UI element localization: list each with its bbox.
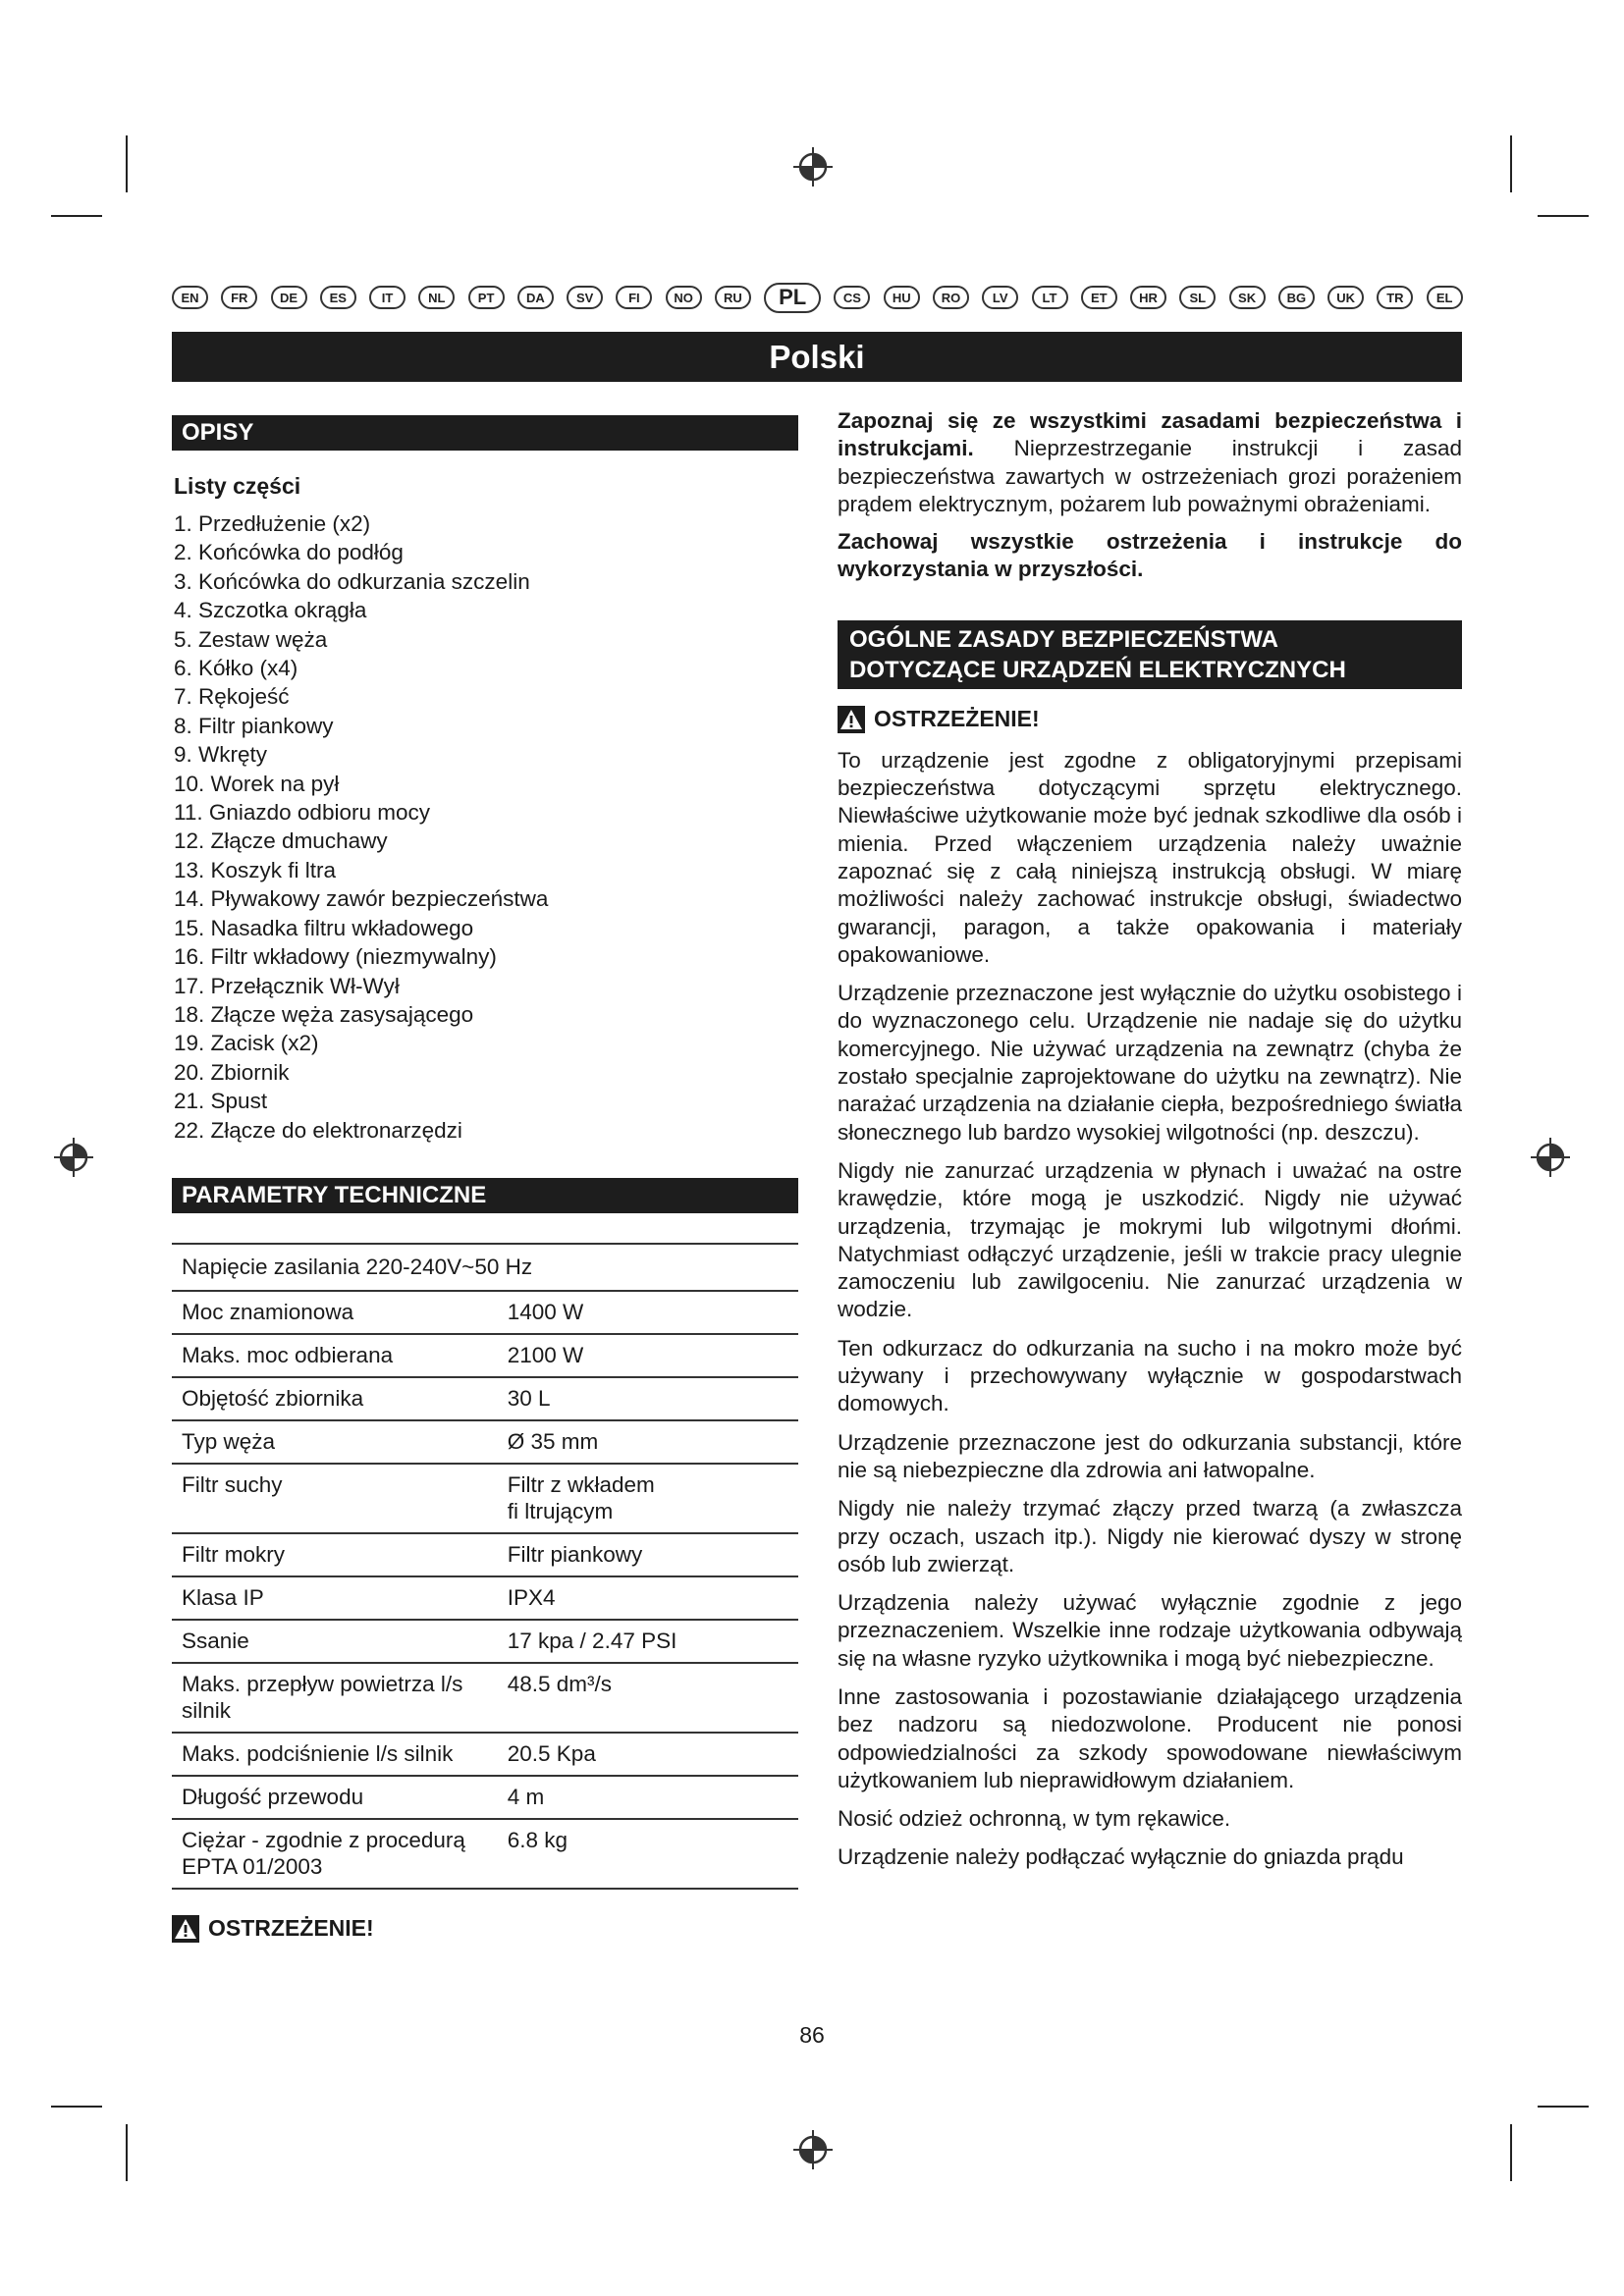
page-title: Polski — [172, 332, 1462, 382]
spec-label: Filtr suchy — [172, 1464, 498, 1533]
list-item: 10. Worek na pył — [174, 771, 340, 796]
language-badge-pl: PL — [764, 283, 821, 313]
spec-value: 4 m — [498, 1776, 798, 1819]
spec-value: Filtr z wkładem fi ltrującym — [498, 1464, 798, 1533]
intro-text: Nieprzestrzeganie instrukcji i zasad bezpieczeństwa zawartych w ostrzeżeniach grozi porażeniem prądem elektrycznym, pożarem lub poważnymi obrażeniami. — [838, 436, 1462, 516]
language-badge-et: ET — [1081, 286, 1117, 309]
keep-instructions: Zachowaj wszystkie ostrzeżenia i instrukcje do wykorzystania w przyszłości. — [838, 529, 1462, 582]
warning-label: OSTRZEŻENIE! — [874, 706, 1040, 732]
language-badge-bg: BG — [1278, 286, 1315, 309]
spec-value: 48.5 dm³/s — [498, 1663, 798, 1733]
list-item: 13. Koszyk fi ltra — [174, 857, 337, 882]
paragraph: Urządzenia należy używać wyłącznie zgodnie z jego przeznaczeniem. Wszelkie inne rodzaje użytkowania odbywają się na własne ryzyko użytkownika i mogą być niebezpieczne. — [838, 1590, 1462, 1671]
right-column — [838, 407, 1462, 1883]
spec-value: 20.5 Kpa — [498, 1733, 798, 1776]
language-badge-ro: RO — [933, 286, 969, 309]
language-badge-cs: CS — [834, 286, 870, 309]
spec-label: Filtr mokry — [172, 1533, 498, 1576]
list-item: 19. Zacisk (x2) — [174, 1031, 319, 1056]
list-item: 21. Spust — [174, 1089, 268, 1114]
list-item: 6. Kółko (x4) — [174, 656, 298, 681]
section-heading-specs: PARAMETRY TECHNICZNE — [172, 1178, 798, 1213]
spec-value: Ø 35 mm — [498, 1420, 798, 1464]
section-heading-descriptions: OPISY — [172, 415, 798, 451]
intro-bold: Zapoznaj się ze wszystkimi zasadami bezpieczeństwa i instrukcjami. — [838, 408, 1462, 461]
spec-label: Objętość zbiornika — [172, 1377, 498, 1420]
table-row — [172, 1620, 798, 1663]
table-row — [172, 1464, 798, 1533]
paragraph: Nigdy nie zanurzać urządzenia w płynach i uważać na ostre krawędzie, które mogą je uszkodzić. Nigdy nie używać urządzenia, trzymając je mokrymi lub wilgotnymi dłońmi. Natychmiast odłączyć urządzenie, jeśli w trakcie pracy ulegnie zamoczeniu lub zawilgoceniu. Nie zanurzać urządzenia w wodzie. — [838, 1157, 1462, 1322]
list-item: 4. Szczotka okrągła — [174, 598, 367, 623]
registration-mark-icon — [1529, 1136, 1572, 1179]
language-badge-fr: FR — [221, 286, 257, 309]
warning-heading — [838, 706, 1462, 733]
left-column — [172, 415, 798, 1943]
registration-mark-icon — [791, 2128, 835, 2171]
language-badge-no: NO — [666, 286, 702, 309]
spec-label: Maks. przepływ powietrza l/s silnik — [172, 1663, 498, 1733]
warning-icon — [172, 1915, 199, 1943]
crop-mark — [1538, 215, 1589, 217]
language-badge-de: DE — [271, 286, 307, 309]
language-badge-pt: PT — [468, 286, 505, 309]
paragraph: Urządzenie przeznaczone jest wyłącznie do użytku osobistego i do wyznaczonego celu. Urządzenie nie nadaje się do użytku komercyjnego. Nie używać urządzenia na zewnątrz (chyba że zostało specjalnie zaprojektowane do użytku na zewnątrz). Nie narażać urządzenia na działanie ciepła, bezpośredniego światła słonecznego lub bardzo wysokiej wilgotności (np. deszczu). — [838, 981, 1462, 1145]
spec-table — [172, 1243, 798, 1890]
language-badge-tr: TR — [1377, 286, 1413, 309]
paragraph: Nigdy nie należy trzymać złączy przed twarzą (a zwłaszcza przy oczach, uszach itp.). Nigdy nie kierować dyszy w stronę osób lub zwierząt. — [838, 1496, 1462, 1576]
spec-label: Maks. podciśnienie l/s silnik — [172, 1733, 498, 1776]
intro-paragraph — [838, 407, 1462, 518]
list-item: 5. Zestaw węża — [174, 626, 328, 652]
table-row — [172, 1576, 798, 1620]
spec-value: 30 L — [498, 1377, 798, 1420]
language-badge-nl: NL — [418, 286, 455, 309]
paragraph: Inne zastosowania i pozostawianie działającego urządzenia bez nadzoru są niedozwolone. Producent nie ponosi odpowiedzialności za szkody spowodowane niewłaściwym użytkowaniem lub nieprawidłowym działaniem. — [838, 1683, 1462, 1792]
spec-value: 6.8 kg — [498, 1819, 798, 1889]
language-badge-it: IT — [369, 286, 406, 309]
spec-value: 17 kpa / 2.47 PSI — [498, 1620, 798, 1663]
language-badge-fi: FI — [616, 286, 652, 309]
language-badge-sl: SL — [1179, 286, 1216, 309]
parts-list-title: Listy części — [174, 473, 301, 499]
list-item: 8. Filtr piankowy — [174, 713, 334, 738]
table-row — [172, 1377, 798, 1420]
list-item: 14. Pływakowy zawór bezpieczeństwa — [174, 886, 549, 912]
section-heading-line: OGÓLNE ZASADY BEZPIECZEŃSTWA — [849, 625, 1278, 653]
crop-mark — [1538, 2106, 1589, 2108]
list-item: 17. Przełącznik Wł-Wył — [174, 973, 400, 998]
registration-mark-icon — [791, 145, 835, 188]
section-heading-line: DOTYCZĄCE URZĄDZEŃ ELEKTRYCZNYCH — [849, 656, 1346, 683]
language-badge-sk: SK — [1229, 286, 1266, 309]
spec-value: Filtr piankowy — [498, 1533, 798, 1576]
list-item: 11. Gniazdo odbioru mocy — [174, 800, 430, 826]
language-badge-ru: RU — [715, 286, 751, 309]
language-badge-lv: LV — [982, 286, 1018, 309]
spec-label: Ssanie — [172, 1620, 498, 1663]
warning-label: OSTRZEŻENIE! — [208, 1915, 374, 1942]
page-number: 86 — [799, 2022, 825, 2048]
list-item: 3. Końcówka do odkurzania szczelin — [174, 568, 530, 594]
list-item: 12. Złącze dmuchawy — [174, 828, 388, 854]
table-row — [172, 1244, 798, 1291]
crop-mark — [1510, 135, 1512, 192]
language-badge-es: ES — [320, 286, 356, 309]
paragraph: Urządzenie przeznaczone jest do odkurzania substancji, które nie są niebezpieczne dla zdrowia ani łatwopalne. — [838, 1429, 1462, 1482]
paragraph: Ten odkurzacz do odkurzania na sucho i na mokro może być używany i przechowywany wyłącznie w gospodarstwach domowych. — [838, 1335, 1462, 1416]
table-row — [172, 1533, 798, 1576]
language-badge-uk: UK — [1327, 286, 1364, 309]
list-item: 7. Rękojeść — [174, 684, 290, 710]
language-badge-hr: HR — [1130, 286, 1166, 309]
crop-mark — [126, 2124, 128, 2181]
language-badge-hu: HU — [884, 286, 920, 309]
spec-label: Typ węża — [172, 1420, 498, 1464]
crop-mark — [51, 215, 102, 217]
list-item: 18. Złącze węża zasysającego — [174, 1001, 474, 1027]
language-badge-lt: LT — [1032, 286, 1068, 309]
spec-label: Klasa IP — [172, 1576, 498, 1620]
list-item: 1. Przedłużenie (x2) — [174, 511, 371, 536]
table-row — [172, 1733, 798, 1776]
parts-list — [172, 509, 798, 1145]
list-item: 15. Nasadka filtru wkładowego — [174, 915, 474, 940]
registration-mark-icon — [52, 1136, 95, 1179]
list-item: 22. Złącze do elektronarzędzi — [174, 1117, 462, 1143]
table-row — [172, 1291, 798, 1334]
spec-value: 1400 W — [498, 1291, 798, 1334]
paragraph: Urządzenie należy podłączać wyłącznie do gniazda prądu — [838, 1844, 1404, 1870]
table-row — [172, 1819, 798, 1889]
spec-label: Długość przewodu — [172, 1776, 498, 1819]
language-badge-sv: SV — [567, 286, 603, 309]
spec-label: Maks. moc odbierana — [172, 1334, 498, 1377]
crop-mark — [51, 2106, 102, 2108]
list-item: 9. Wkręty — [174, 742, 268, 768]
spec-label: Ciężar - zgodnie z procedurą EPTA 01/2003 — [172, 1819, 498, 1889]
section-heading-general-safety — [838, 620, 1462, 689]
language-selector — [172, 284, 1463, 311]
list-item: 20. Zbiornik — [174, 1059, 290, 1085]
crop-mark — [126, 135, 128, 192]
table-row — [172, 1334, 798, 1377]
safety-paragraphs — [838, 747, 1462, 1872]
crop-mark — [1510, 2124, 1512, 2181]
language-badge-en: EN — [172, 286, 208, 309]
warning-icon — [838, 706, 865, 733]
spec-value: IPX4 — [498, 1576, 798, 1620]
paragraph: To urządzenie jest zgodne z obligatoryjnymi przepisami bezpieczeństwa dotyczącymi sprzętu elektrycznego. Niewłaściwe użytkowanie może być jednak szkodliwe dla osób i mienia. Przed włączeniem urządzenia należy uważnie zapoznać się z całą niniejszą instrukcją obsługi. W miarę możliwości należy zachować instrukcje obsługi, świadectwo gwarancji, paragon, a także opakowania i materiały opakowaniowe. — [838, 747, 1462, 967]
voltage-cell: Napięcie zasilania 220-240V~50 Hz — [172, 1244, 798, 1291]
paragraph: Nosić odzież ochronną, w tym rękawice. — [838, 1806, 1231, 1832]
table-row — [172, 1420, 798, 1464]
list-item: 2. Końcówka do podłóg — [174, 540, 404, 565]
language-badge-el: EL — [1427, 286, 1463, 309]
table-row — [172, 1776, 798, 1819]
list-item: 16. Filtr wkładowy (niezmywalny) — [174, 944, 497, 970]
spec-label: Moc znamionowa — [172, 1291, 498, 1334]
warning-heading — [172, 1915, 798, 1943]
spec-value: 2100 W — [498, 1334, 798, 1377]
language-badge-da: DA — [517, 286, 554, 309]
table-row — [172, 1663, 798, 1733]
